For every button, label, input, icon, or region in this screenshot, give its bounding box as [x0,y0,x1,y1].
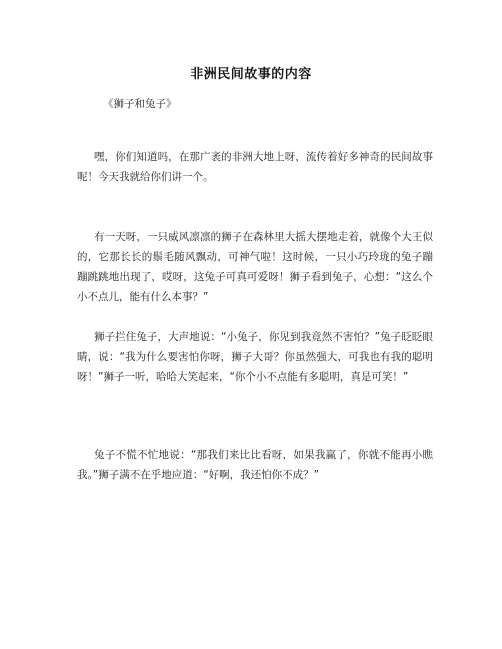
story-subtitle: 《狮子和兔子》 [103,98,177,110]
document-title: 非洲民间故事的内容 [190,67,312,82]
paragraph-1: 嘿，你们知道吗，在那广袤的非洲大地上呀，流传着好多神奇的民间故事呢！今天我就给你们讲一个。 [77,150,433,183]
paragraph-3: 狮子拦住兔子，大声地说：“小兔子，你见到我竟然不害怕？”兔子眨眨眼睛，说：“我为什么要害怕你呀，狮子大哥？你虽然强大，可我也有我的聪明呀！”狮子一听，哈哈大笑起来，“你个小不点能有多聪明，真是可笑！” [77,330,433,383]
paragraph-2: 有一天呀，一只威风凛凛的狮子在森林里大摇大摆地走着，就像个大王似的，它那长长的鬃毛随风飘动，可神气啦！这时候，一只小巧玲珑的兔子蹦蹦跳跳地出现了，哎呀，这兔子可真可爱呀！狮子看到兔子，心想：“这么个小不点儿，能有什么本事？” [77,230,433,303]
paragraph-4: 兔子不慌不忙地说：“那我们来比比看呀，如果我赢了，你就不能再小瞧我。”狮子满不在乎地应道：“好啊，我还怕你不成？” [77,448,433,481]
